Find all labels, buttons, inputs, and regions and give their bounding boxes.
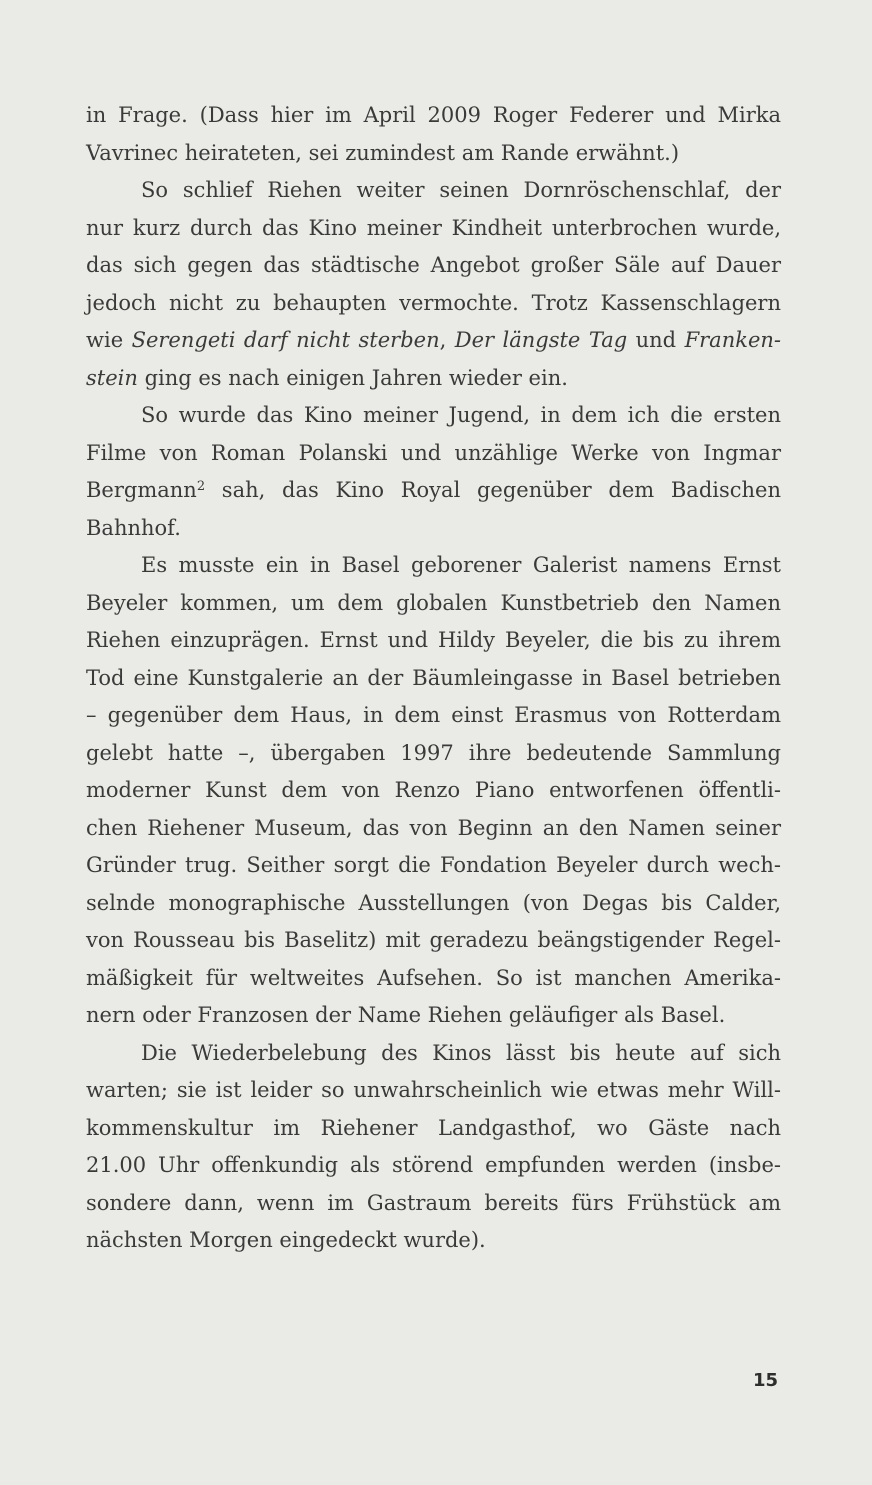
text-segment: Die Wiederbelebung des Kinos lässt bis heute auf sich <box>141 1040 781 1065</box>
text-line <box>86 435 781 473</box>
text-segment: Bahnhof. <box>86 515 181 540</box>
body-text <box>86 97 781 1260</box>
text-segment: Beyeler kommen, um dem globalen Kunstbetrieb den Namen <box>86 590 781 615</box>
text-segment: Tod eine Kunstgalerie an der Bäumleingasse in Basel betrieben <box>86 665 781 690</box>
text-segment: Bergmann <box>86 478 197 502</box>
text-line <box>86 660 781 698</box>
text-segment: So wurde das Kino meiner Jugend, in dem ich die ersten <box>141 403 781 427</box>
text-line <box>86 547 781 585</box>
text-line <box>86 1185 781 1223</box>
text-line <box>86 1222 781 1260</box>
text-segment: wie <box>86 328 132 352</box>
text-segment: ging es nach einigen Jahren wieder ein. <box>137 365 568 390</box>
italic-title: stein <box>86 365 138 390</box>
italic-title: Der längste Tag <box>454 328 628 352</box>
text-line <box>86 97 781 135</box>
text-segment: Gründer trug. Seither sorgt die Fondation Beyeler durch wech- <box>86 853 781 877</box>
text-segment: sondere dann, wenn im Gastraum bereits fürs Frühstück am <box>86 1190 781 1215</box>
text-line <box>86 397 781 435</box>
text-segment: Riehen einzuprägen. Ernst und Hildy Beyeler, die bis zu ihrem <box>86 628 781 652</box>
text-line <box>86 247 781 285</box>
italic-title: Serengeti darf nicht sterben <box>131 328 440 352</box>
text-segment: jedoch nicht zu behaupten vermochte. Trotz Kassenschlagern <box>86 290 781 315</box>
text-line <box>86 1110 781 1148</box>
text-line <box>86 285 781 323</box>
text-line <box>86 360 781 398</box>
footnote-marker: 2 <box>196 479 206 494</box>
text-line <box>86 772 781 810</box>
text-line <box>86 210 781 248</box>
italic-title: Franken- <box>684 328 781 352</box>
text-segment: das sich gegen das städtische Angebot großer Säle auf Dauer <box>86 253 781 277</box>
text-segment: und <box>627 328 685 352</box>
paragraph <box>86 172 781 397</box>
paragraph <box>86 397 781 547</box>
text-segment: nern oder Franzosen der Name Riehen geläufiger als Basel. <box>86 1003 726 1027</box>
text-segment: warten; sie ist leider so unwahrscheinlich wie etwas mehr Will- <box>86 1078 781 1102</box>
text-segment: , <box>439 328 455 352</box>
text-line <box>86 1072 781 1110</box>
text-line <box>86 135 781 173</box>
text-line <box>86 585 781 623</box>
text-segment: Filme von Roman Polanski und unzählige Werke von Ingmar <box>86 440 781 465</box>
text-segment: So schlief Riehen weiter seinen Dornröschenschlaf, der <box>141 178 781 202</box>
text-segment: selnde monographische Ausstellungen (von Degas bis Calder, <box>86 890 781 915</box>
text-line <box>86 510 781 548</box>
text-segment: chen Riehener Museum, das von Beginn an den Namen seiner <box>86 815 781 840</box>
paragraph <box>86 97 781 172</box>
text-line <box>86 622 781 660</box>
text-segment: von Rousseau bis Baselitz) mit geradezu beängstigender Regel- <box>86 928 781 952</box>
text-line <box>86 922 781 960</box>
text-segment: nur kurz durch das Kino meiner Kindheit unterbrochen wurde, <box>86 215 781 240</box>
text-segment: nächsten Morgen eingedeckt wurde). <box>86 1228 486 1252</box>
text-segment: mäßigkeit für weltweites Aufsehen. So ist manchen Amerika- <box>86 965 781 990</box>
text-line <box>86 1147 781 1185</box>
text-line <box>86 735 781 773</box>
text-line <box>86 1035 781 1073</box>
paragraph <box>86 547 781 1035</box>
text-line <box>86 322 781 360</box>
text-line <box>86 997 781 1035</box>
text-segment: – gegenüber dem Haus, in dem einst Erasmus von Rotterdam <box>86 703 781 727</box>
text-segment: Es musste ein in Basel geborener Galerist namens Ernst <box>141 553 781 577</box>
text-segment: kommenskultur im Riehener Landgasthof, wo Gäste nach <box>86 1115 781 1140</box>
paragraph <box>86 1035 781 1260</box>
text-line <box>86 810 781 848</box>
text-segment: Vavrinec heirateten, sei zumindest am Rande erwähnt.) <box>86 140 680 165</box>
text-segment: 21.00 Uhr offenkundig als störend empfunden werden (insbe- <box>86 1153 781 1177</box>
text-segment: sah, das Kino Royal gegenüber dem Badischen <box>205 478 781 502</box>
text-line <box>86 172 781 210</box>
text-segment: moderner Kunst dem von Renzo Piano entworfenen öffentli- <box>86 778 781 802</box>
page-number: 15 <box>752 1370 778 1391</box>
text-line <box>86 960 781 998</box>
text-line <box>86 697 781 735</box>
text-segment: gelebt hatte –, übergaben 1997 ihre bedeutende Sammlung <box>86 740 781 765</box>
text-segment: in Frage. (Dass hier im April 2009 Roger Federer und Mirka <box>86 103 781 127</box>
text-line <box>86 472 781 510</box>
text-line <box>86 847 781 885</box>
text-line <box>86 885 781 923</box>
